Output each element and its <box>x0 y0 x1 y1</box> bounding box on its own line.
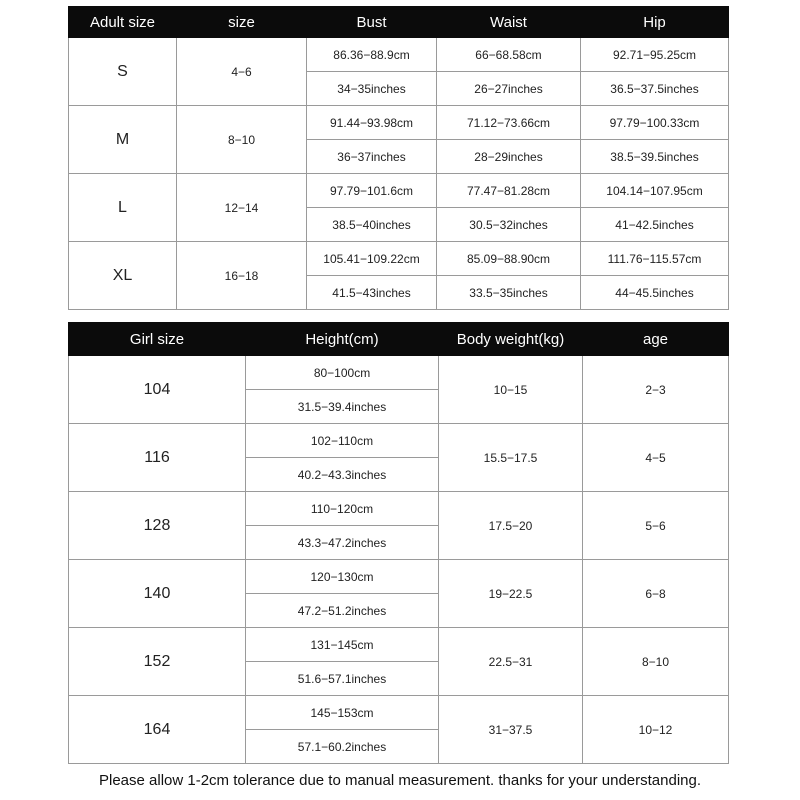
table-row <box>69 560 729 594</box>
hip-in-cell: 41−42.5inches <box>581 208 729 242</box>
girl-header-row <box>69 323 729 356</box>
table-row <box>69 174 729 208</box>
hip-in-cell: 38.5−39.5inches <box>581 140 729 174</box>
adult-size-label: XL <box>69 242 177 310</box>
hip-cm-cell: 104.14−107.95cm <box>581 174 729 208</box>
bust-in-cell: 36−37inches <box>307 140 437 174</box>
bust-in-cell: 34−35inches <box>307 72 437 106</box>
weight-cell: 22.5−31 <box>439 628 583 696</box>
adult-size-number: 16−18 <box>177 242 307 310</box>
age-cell: 5−6 <box>583 492 729 560</box>
weight-cell: 10−15 <box>439 356 583 424</box>
tolerance-note: Please allow 1-2cm tolerance due to manual measurement. thanks for your understanding. <box>99 772 701 789</box>
table-row <box>69 628 729 662</box>
table-row <box>69 242 729 276</box>
table-row <box>69 356 729 390</box>
bust-cm-cell: 105.41−109.22cm <box>307 242 437 276</box>
waist-in-cell: 30.5−32inches <box>437 208 581 242</box>
table-row <box>69 696 729 730</box>
table-row <box>69 492 729 526</box>
weight-cell: 17.5−20 <box>439 492 583 560</box>
girl-size-label: 116 <box>69 424 246 492</box>
age-cell: 6−8 <box>583 560 729 628</box>
girl-size-label: 164 <box>69 696 246 764</box>
height-cm-cell: 131−145cm <box>246 628 439 662</box>
waist-in-cell: 26−27inches <box>437 72 581 106</box>
weight-cell: 19−22.5 <box>439 560 583 628</box>
waist-in-cell: 33.5−35inches <box>437 276 581 310</box>
table-row <box>69 38 729 72</box>
adult-header-cell: Adult size <box>69 7 177 38</box>
girl-header-cell: Body weight(kg) <box>439 323 583 356</box>
girl-size-label: 152 <box>69 628 246 696</box>
hip-cm-cell: 111.76−115.57cm <box>581 242 729 276</box>
bust-in-cell: 38.5−40inches <box>307 208 437 242</box>
adult-header-cell: size <box>177 7 307 38</box>
bust-cm-cell: 97.79−101.6cm <box>307 174 437 208</box>
adult-header-cell: Bust <box>307 7 437 38</box>
adult-size-number: 8−10 <box>177 106 307 174</box>
table-row <box>69 106 729 140</box>
height-cm-cell: 120−130cm <box>246 560 439 594</box>
girl-header-cell: Height(cm) <box>246 323 439 356</box>
adult-size-label: S <box>69 38 177 106</box>
weight-cell: 15.5−17.5 <box>439 424 583 492</box>
girl-header-cell: age <box>583 323 729 356</box>
weight-cell: 31−37.5 <box>439 696 583 764</box>
waist-cm-cell: 71.12−73.66cm <box>437 106 581 140</box>
height-in-cell: 40.2−43.3inches <box>246 458 439 492</box>
age-cell: 8−10 <box>583 628 729 696</box>
adult-size-label: L <box>69 174 177 242</box>
girl-size-label: 128 <box>69 492 246 560</box>
height-cm-cell: 145−153cm <box>246 696 439 730</box>
height-in-cell: 43.3−47.2inches <box>246 526 439 560</box>
height-in-cell: 31.5−39.4inches <box>246 390 439 424</box>
bust-in-cell: 41.5−43inches <box>307 276 437 310</box>
age-cell: 2−3 <box>583 356 729 424</box>
waist-cm-cell: 77.47−81.28cm <box>437 174 581 208</box>
age-cell: 4−5 <box>583 424 729 492</box>
hip-in-cell: 36.5−37.5inches <box>581 72 729 106</box>
bust-cm-cell: 91.44−93.98cm <box>307 106 437 140</box>
hip-cm-cell: 97.79−100.33cm <box>581 106 729 140</box>
height-in-cell: 57.1−60.2inches <box>246 730 439 764</box>
waist-cm-cell: 66−68.58cm <box>437 38 581 72</box>
adult-header-cell: Hip <box>581 7 729 38</box>
height-cm-cell: 110−120cm <box>246 492 439 526</box>
height-cm-cell: 80−100cm <box>246 356 439 390</box>
girl-size-label: 104 <box>69 356 246 424</box>
adult-size-number: 4−6 <box>177 38 307 106</box>
waist-cm-cell: 85.09−88.90cm <box>437 242 581 276</box>
adult-size-table <box>68 6 729 310</box>
adult-size-label: M <box>69 106 177 174</box>
height-cm-cell: 102−110cm <box>246 424 439 458</box>
adult-header-cell: Waist <box>437 7 581 38</box>
bust-cm-cell: 86.36−88.9cm <box>307 38 437 72</box>
girl-size-table <box>68 322 729 764</box>
girl-header-cell: Girl size <box>69 323 246 356</box>
height-in-cell: 47.2−51.2inches <box>246 594 439 628</box>
hip-cm-cell: 92.71−95.25cm <box>581 38 729 72</box>
height-in-cell: 51.6−57.1inches <box>246 662 439 696</box>
adult-header-row <box>69 7 729 38</box>
table-row <box>69 424 729 458</box>
adult-size-number: 12−14 <box>177 174 307 242</box>
hip-in-cell: 44−45.5inches <box>581 276 729 310</box>
waist-in-cell: 28−29inches <box>437 140 581 174</box>
age-cell: 10−12 <box>583 696 729 764</box>
girl-size-label: 140 <box>69 560 246 628</box>
